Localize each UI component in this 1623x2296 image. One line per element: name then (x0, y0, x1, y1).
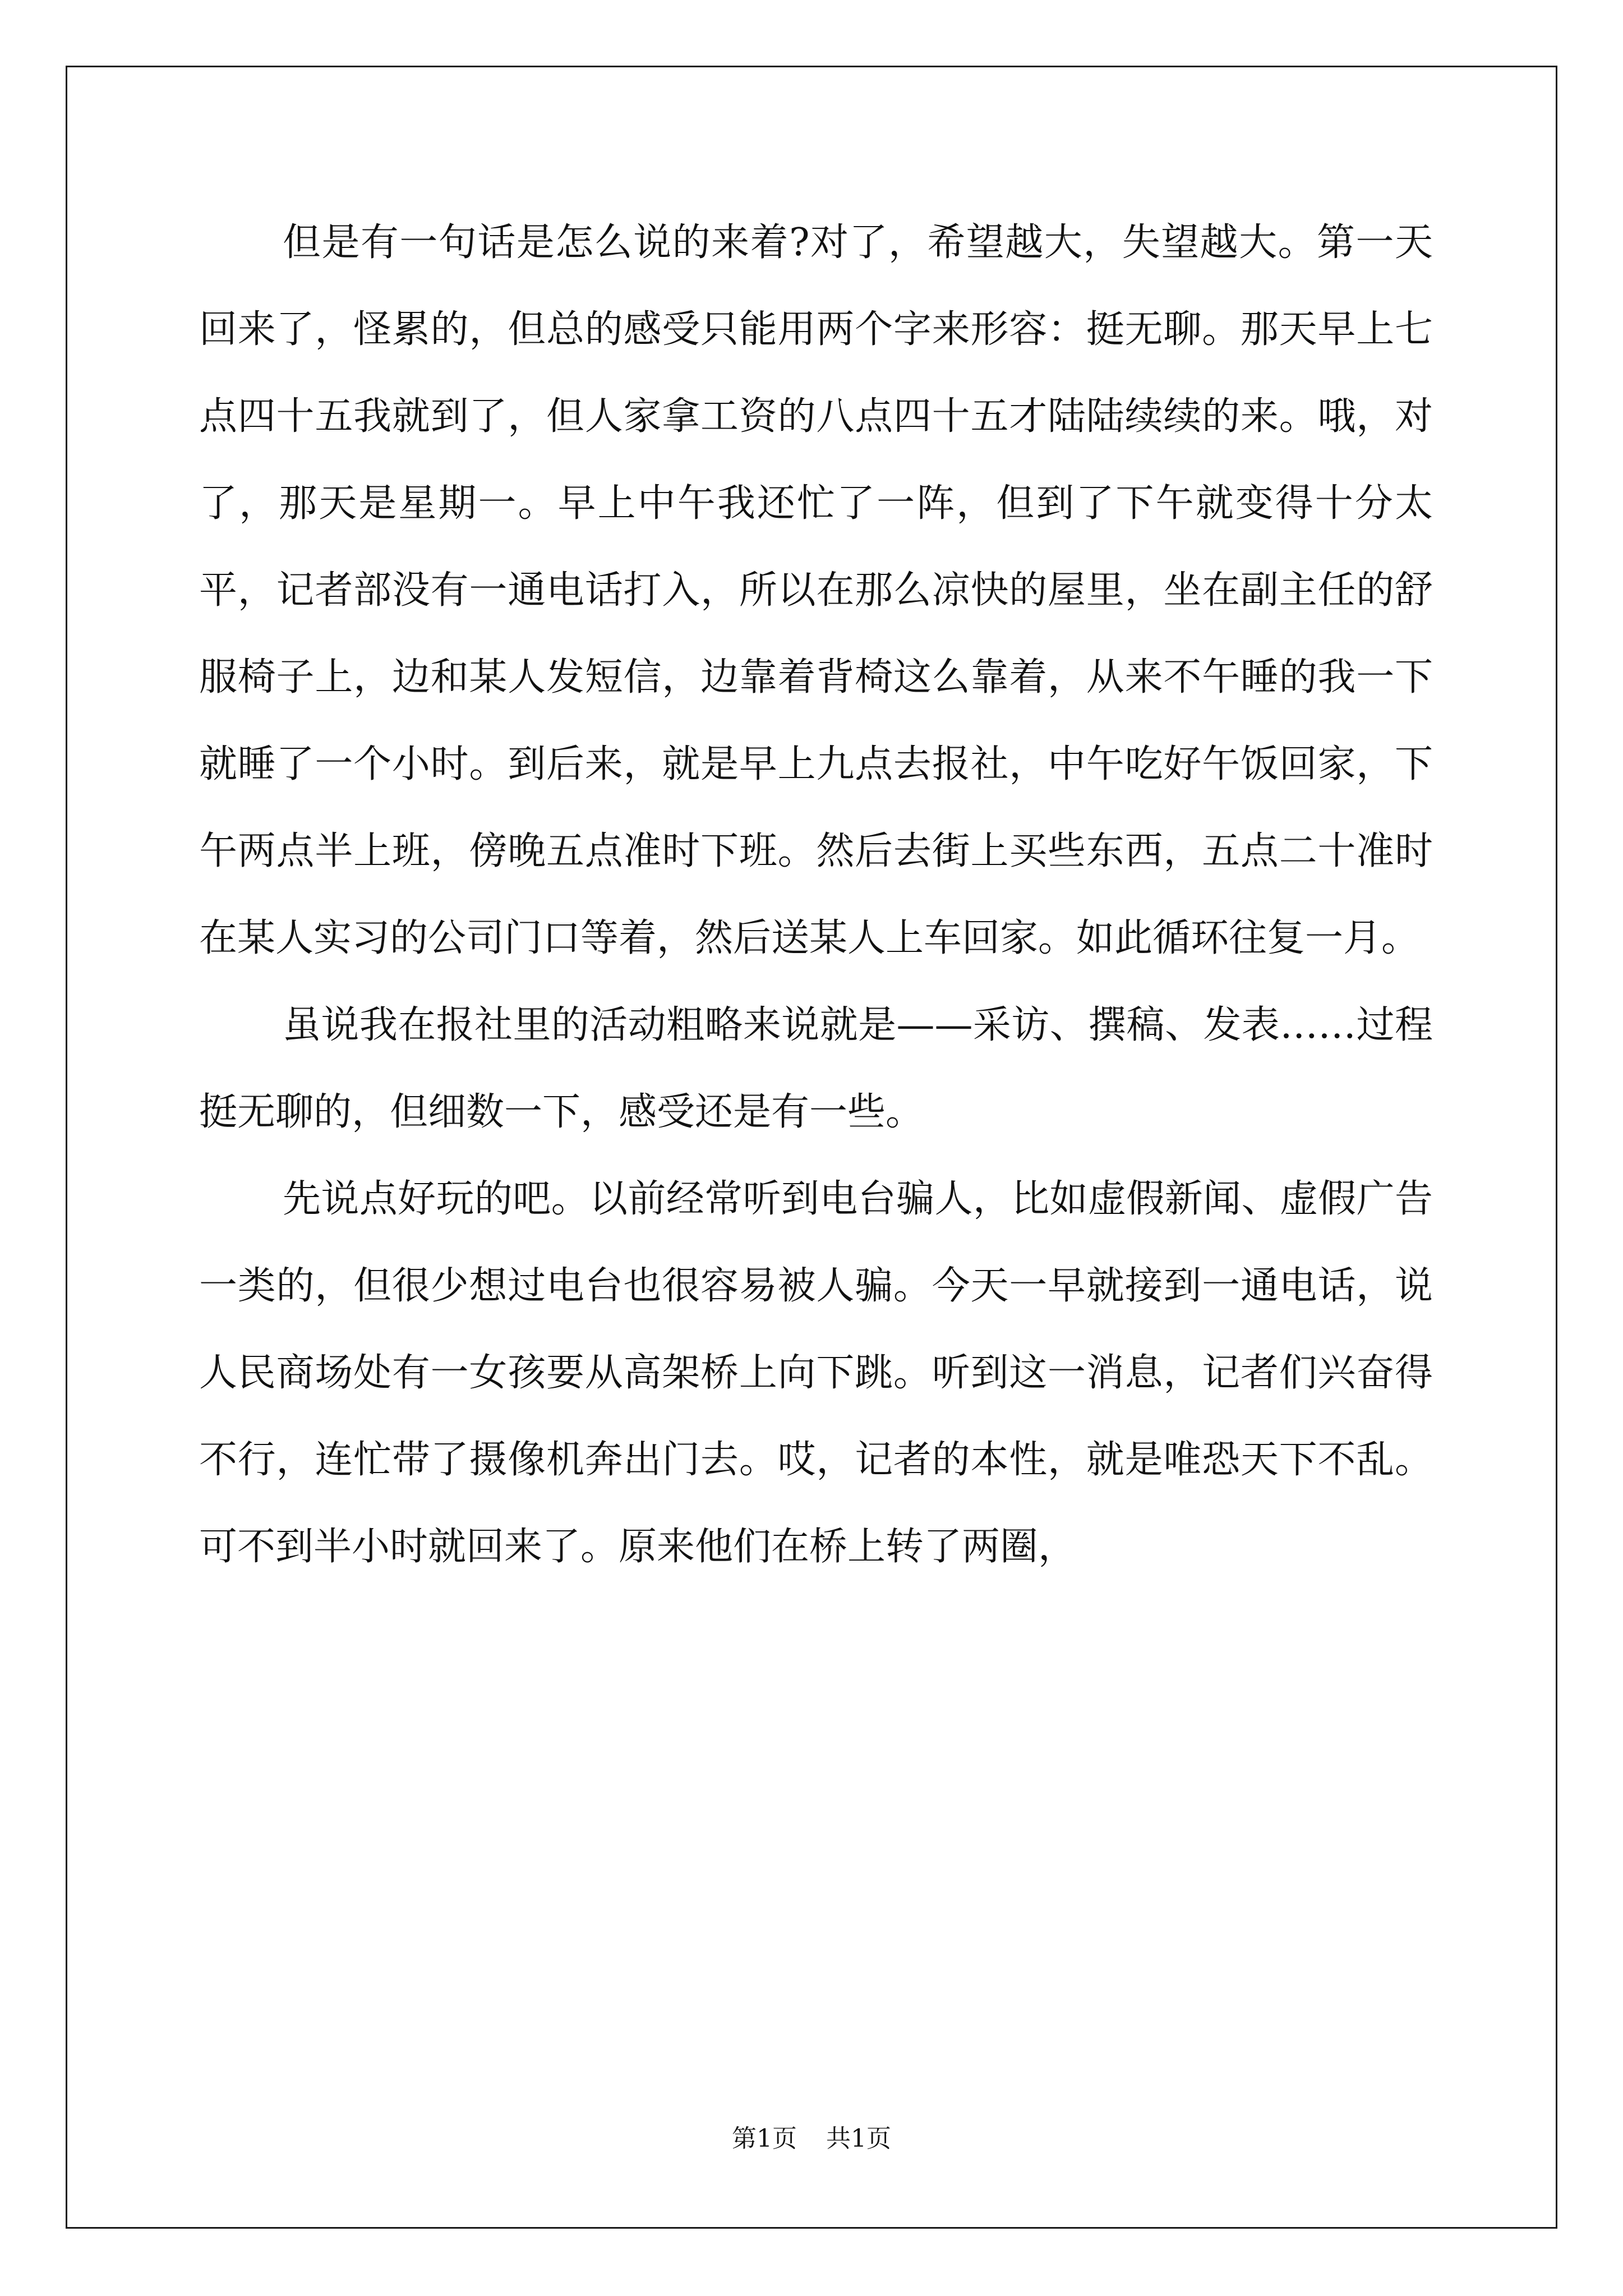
paragraph: 虽说我在报社里的活动粗略来说就是——采访、撰稿、发表……过程挺无聊的，但细数一下，感受还是有一些。 (199, 1003, 1433, 1134)
page-total: 共1页 (826, 2124, 891, 2153)
page-number: 第1页 (732, 2124, 797, 2153)
paragraph: 先说点好玩的吧。以前经常听到电台骗人，比如虚假新闻、虚假广告一类的，但很少想过电台也很容易被人骗。今天一早就接到一通电话，说人民商场处有一女孩要从高架桥上向下跳。听到这一消息，记者们兴奋得不行，连忙带了摄像机奔出门去。哎，记者的本性，就是唯恐天下不乱。可不到半小时就回来了。原来他们在桥上转了两圈， (199, 1177, 1433, 1569)
page-footer (0, 2118, 1623, 2154)
document-body (199, 199, 1433, 1590)
paragraph: 但是有一句话是怎么说的来着?对了，希望越大，失望越大。第一天回来了，怪累的，但总的感受只能用两个字来形容：挺无聊。那天早上七点四十五我就到了，但人家拿工资的八点四十五才陆陆续续的来。哦，对了，那天是星期一。早上中午我还忙了一阵，但到了下午就变得十分太平，记者部没有一通电话打入，所以在那么凉快的屋里，坐在副主任的舒服椅子上，边和某人发短信，边靠着背椅这么靠着，从来不午睡的我一下就睡了一个小时。到后来，就是早上九点去报社，中午吃好午饭回家，下午两点半上班，傍晚五点准时下班。然后去街上买些东西，五点二十准时在某人实习的公司门口等着，然后送某人上车回家。如此循环往复一月。 (199, 220, 1433, 960)
